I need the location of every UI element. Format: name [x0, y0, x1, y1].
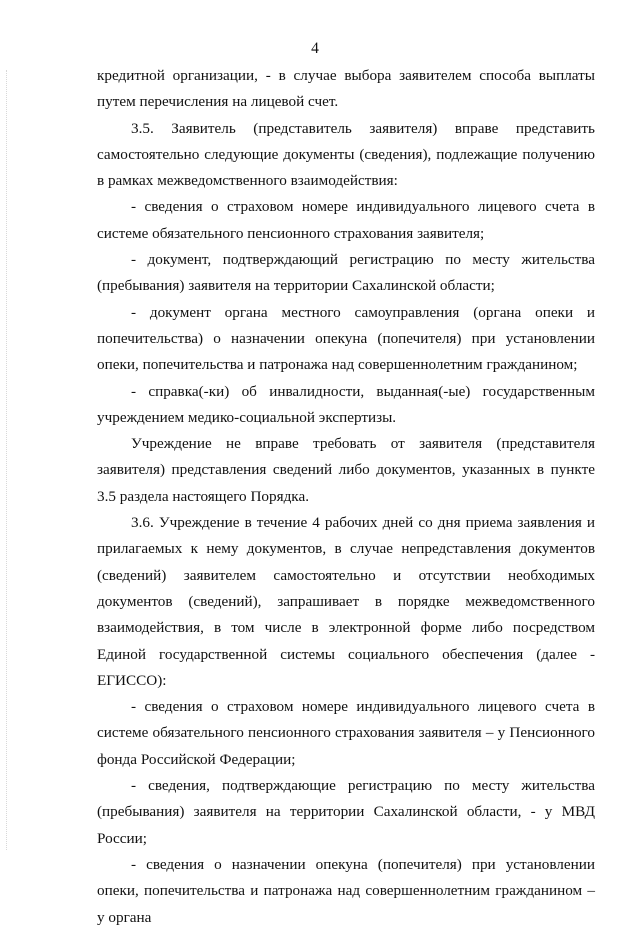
paragraph-no-right-to-require: Учреждение не вправе требовать от заявителя (представителя заявителя) представления сведений либо документов, указанных в пункте 3.5 раздела настоящего Порядка. [97, 435, 595, 505]
paragraph-credit-organization: кредитной организации, - в случае выбора заявителем способа выплаты путем перечисления на лицевой счет. [97, 67, 595, 111]
list-item-guardianship-request: - сведения о назначении опекуна (попечителя) при установлении опеки, попечительства и патронажа над совершеннолетним гражданином – у органа [97, 855, 595, 926]
paragraph-3-5: 3.5. Заявитель (представитель заявителя) вправе представить самостоятельно следующие документы (сведения), подлежащие получению в рамках межведомственного взаимодействия: [97, 119, 595, 190]
list-item-guardian-document: - документ органа местного самоуправления (органа опеки и попечительства) о назначении опекуна (попечителя) при установлении опеки, попечительства и патронажа над совершеннолетним гражданином; [97, 303, 595, 374]
scan-edge-marks [6, 70, 9, 850]
list-item-disability-certificate: - справка(-ки) об инвалидности, выданная(-ые) государственным учреждением медико-социальной экспертизы. [97, 382, 595, 426]
list-item-registration-document: - документ, подтверждающий регистрацию по месту жительства (пребывания) заявителя на территории Сахалинской области; [97, 251, 595, 295]
page-number: 4 [311, 40, 319, 57]
list-item-insurance-number: - сведения о страховом номере индивидуального лицевого счета в системе обязательного пенсионного страхования заявителя; [97, 198, 595, 242]
list-item-mvd-request: - сведения, подтверждающие регистрацию по месту жительства (пребывания) заявителя на территории Сахалинской области, - у МВД России; [97, 777, 595, 847]
document-body [97, 63, 595, 931]
list-item-pension-fund-request: - сведения о страховом номере индивидуального лицевого счета в системе обязательного пенсионного страхования заявителя – у Пенсионного фонда Российской Федерации; [97, 698, 595, 768]
paragraph-3-6: 3.6. Учреждение в течение 4 рабочих дней со дня приема заявления и прилагаемых к нему документов, в случае непредставления документов (сведений) заявителем самостоятельно и отсутствии необходимых документов (сведений), запрашивает в порядке межведомственного взаимодействия, в том числе в электронной форме либо посредством Единой государственной системы социального обеспечения (далее - ЕГИССО): [97, 514, 595, 689]
